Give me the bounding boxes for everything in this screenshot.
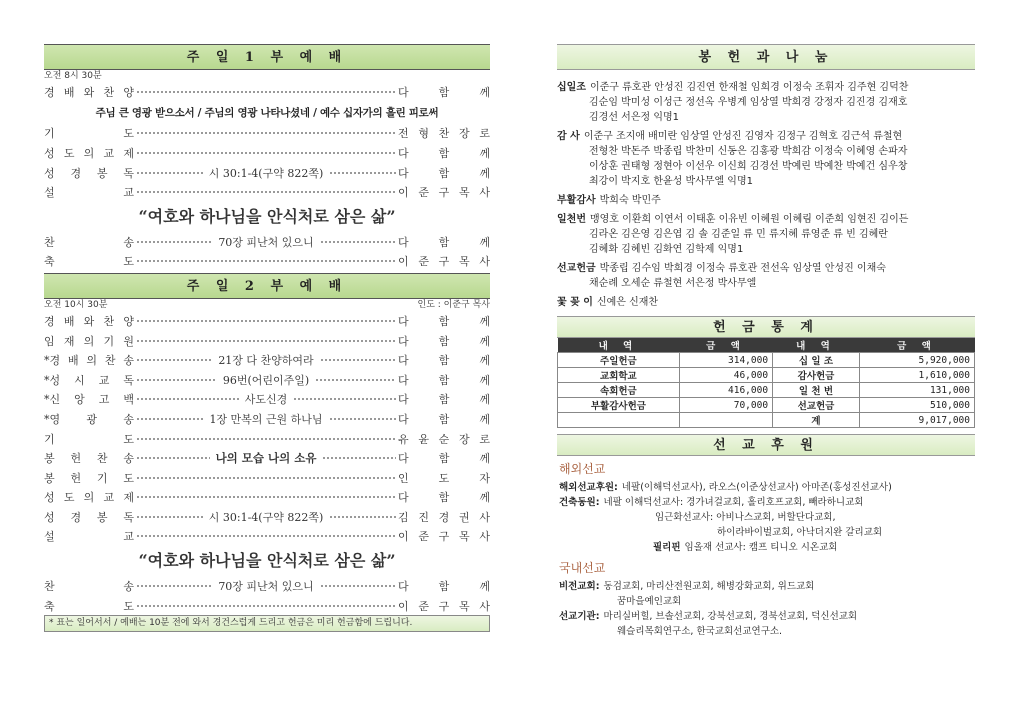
order-row <box>44 409 490 429</box>
ledger-amount: 314,000 <box>679 353 772 368</box>
leader-dots <box>136 148 396 158</box>
offering-category: 부활감사 <box>557 195 596 206</box>
mission-row <box>557 579 975 594</box>
ledger-item <box>558 413 680 428</box>
leader-dots <box>322 453 396 463</box>
order-person: 인 도 자 <box>398 471 490 485</box>
leader-dots <box>136 473 396 483</box>
ledger-row <box>558 383 975 398</box>
order-person: 다 함 께 <box>398 166 490 180</box>
offering-entry <box>557 193 975 208</box>
mission-header: 선 교 후 원 <box>557 434 975 456</box>
order-label: *신 앙 고 백 <box>44 393 134 407</box>
offering-names: 김라온 김은영 김은엽 김 솔 김준일 류 민 류지혜 류영준 류 빈 김혜란 <box>589 229 888 240</box>
leader-dots <box>293 394 396 404</box>
leader-dots <box>320 237 396 247</box>
leader-dots <box>136 434 396 444</box>
offering-entry <box>557 261 975 291</box>
order-row <box>44 311 490 331</box>
order-detail: 70장 피난처 있으니 <box>218 235 314 249</box>
order-row <box>44 232 490 252</box>
ledger-row <box>558 353 975 368</box>
ledger-item: 주일헌금 <box>558 353 680 368</box>
order-detail: 96번(어린이주일) <box>222 373 310 387</box>
mission-key: 선교기관: <box>559 611 600 622</box>
order-label: 경 배 와 찬 양 <box>44 85 134 99</box>
order-row <box>44 576 490 596</box>
order-label: 경 배 와 찬 양 <box>44 314 134 328</box>
order-person: 다 함 께 <box>398 412 490 426</box>
order-person: 유 윤 순 장 로 <box>398 432 490 446</box>
mission-row <box>557 510 975 525</box>
mission-value: 마리실버힐, 브솔선교회, 강북선교회, 경북선교회, 덕신선교회 <box>603 611 858 622</box>
mission-value: 웨슬리목회연구소, 한국교회선교연구소. <box>617 626 783 637</box>
order-label: 임 재 의 기 원 <box>44 334 134 348</box>
ledger-item: 교회학교 <box>558 368 680 383</box>
worship2-sermon-title: “여호와 하나님을 안식처로 삼은 삶” <box>138 551 396 571</box>
ledger-item: 속회헌금 <box>558 383 680 398</box>
offering-names: 최강이 박지호 한윤성 박사무엘 익명1 <box>589 176 753 187</box>
ledger-col-header: 내 역 <box>558 338 680 353</box>
order-row <box>44 370 490 390</box>
mission-value: 임올재 선교사: 캠프 티니오 시온교회 <box>684 542 838 553</box>
ledger-item: 십 일 조 <box>773 353 860 368</box>
ledger-amount: 46,000 <box>679 368 772 383</box>
worship1-sermon-title: “여호와 하나님을 안식처로 삼은 삶” <box>138 206 396 226</box>
order-row <box>44 596 490 616</box>
ledger-row <box>558 398 975 413</box>
order-row <box>44 182 490 202</box>
mission-row <box>557 495 975 510</box>
ledger-item: 계 <box>773 413 860 428</box>
offering-names: 박희숙 박민주 <box>599 195 661 206</box>
order-label: 축 도 <box>44 255 134 269</box>
leader-dots <box>329 168 396 178</box>
leader-dots <box>136 512 203 522</box>
leader-dots <box>136 492 396 502</box>
order-person: 다 함 께 <box>398 314 490 328</box>
mission-value: 동검교회, 마리산전원교회, 해병강화교회, 위드교회 <box>603 581 815 592</box>
order-label: 기 도 <box>44 127 134 141</box>
ledger-col-header: 내 역 <box>773 338 860 353</box>
mission-value: 임근화선교사: 아비나스교회, 버할단다교회, <box>655 512 836 523</box>
order-person: 다 함 께 <box>398 85 490 99</box>
leader-dots <box>136 355 212 365</box>
mission-row <box>557 609 975 624</box>
offering-category: 감 사 <box>557 131 580 142</box>
ledger-amount <box>679 413 772 428</box>
order-label: 찬 송 <box>44 580 134 594</box>
mission-value: 네팔(이해덕선교사), 라오스(이준상선교사) 아마존(홍성진선교사) <box>621 482 892 493</box>
leader-dots <box>136 256 396 266</box>
order-detail: 1장 만복의 근원 하나님 <box>209 412 323 426</box>
offering-names: 이상훈 권태형 정현아 이선우 이신희 김경선 박예린 박예찬 박예건 심우창 <box>589 161 908 172</box>
offering-entry <box>557 212 975 257</box>
mission-row <box>557 540 975 555</box>
ledger-amount: 9,017,000 <box>859 413 974 428</box>
offering-table <box>557 338 975 428</box>
leader-dots <box>136 187 396 197</box>
ledger-amount: 416,000 <box>679 383 772 398</box>
ledger-item: 부활감사헌금 <box>558 398 680 413</box>
offering-names: 맹영호 이환희 이연서 이태훈 이유빈 이혜원 이혜림 이준희 임현진 김이든 <box>589 214 909 225</box>
ledger-amount: 70,000 <box>679 398 772 413</box>
offering-names: 채순례 오세순 류철현 서은정 박사무엘 <box>589 278 757 289</box>
worship1-motto: 주님 큰 영광 받으소서 / 주님의 영광 나타나셨네 / 예수 십자가의 흘린 피로써 <box>95 106 439 119</box>
ledger-amount: 510,000 <box>859 398 974 413</box>
leader-dots <box>136 336 396 346</box>
order-label: 봉 헌 찬 송 <box>44 452 134 466</box>
leader-dots <box>136 316 396 326</box>
order-row <box>44 163 490 183</box>
order-row <box>44 527 490 547</box>
order-detail: 사도신경 <box>244 393 288 407</box>
order-person: 다 함 께 <box>398 146 490 160</box>
ledger-item: 감사헌금 <box>773 368 860 383</box>
mission-key: 비전교회: <box>559 581 600 592</box>
offering-category: 십일조 <box>557 82 586 93</box>
leader-dots <box>136 581 212 591</box>
order-person: 김 진 경 권 사 <box>398 510 490 524</box>
order-label: 성 도 의 교 제 <box>44 491 134 505</box>
mission-row <box>557 525 975 540</box>
offering-header: 봉 헌 과 나 눔 <box>557 44 975 70</box>
offering-entry <box>557 129 975 189</box>
ledger-amount: 1,610,000 <box>859 368 974 383</box>
mission-value: 하이라바이벌교회, 아낙더지완 갈리교회 <box>717 527 883 538</box>
order-label: 설 교 <box>44 186 134 200</box>
order-label: 찬 송 <box>44 235 134 249</box>
worship1-time: 오전 8시 30분 <box>44 71 102 81</box>
order-label: *성 시 교 독 <box>44 373 134 387</box>
order-label: 기 도 <box>44 432 134 446</box>
ledger-col-header: 금 액 <box>859 338 974 353</box>
worship2-time: 오전 10시 30분 <box>44 300 108 311</box>
mission-key: 건축동원: <box>559 497 600 508</box>
leader-dots <box>136 601 396 611</box>
ledger-row <box>558 368 975 383</box>
order-person: 이 준 구 목 사 <box>398 255 490 269</box>
order-row <box>44 488 490 508</box>
offering-names: 김경선 서은정 익명1 <box>589 112 679 123</box>
order-person: 다 함 께 <box>398 354 490 368</box>
footnote: * 표는 일어서서 / 예배는 10분 전에 와서 경건스럽게 드리고 헌금은 미리 헌금함에 드립니다. <box>44 615 490 632</box>
worship2-meta <box>44 299 490 311</box>
leader-dots <box>136 237 212 247</box>
order-label: 봉 헌 기 도 <box>44 471 134 485</box>
order-row <box>44 252 490 272</box>
ledger-item: 선교헌금 <box>773 398 860 413</box>
leader-dots <box>136 414 203 424</box>
ledger-header: 헌 금 통 계 <box>557 316 975 338</box>
order-label: 성 도 의 교 제 <box>44 146 134 160</box>
left-column <box>44 44 490 632</box>
order-person: 다 함 께 <box>398 334 490 348</box>
order-person: 전 형 찬 장 로 <box>398 127 490 141</box>
leader-dots <box>320 355 396 365</box>
leader-dots <box>329 414 396 424</box>
order-detail: 시 30:1-4(구약 822쪽) <box>208 510 324 524</box>
leader-dots <box>136 375 217 385</box>
order-person: 이 준 구 목 사 <box>398 530 490 544</box>
order-label: 성 경 봉 독 <box>44 510 134 524</box>
ledger-amount: 5,920,000 <box>859 353 974 368</box>
ledger-col-header: 금 액 <box>679 338 772 353</box>
mission-value: 꿈마을예인교회 <box>617 596 682 607</box>
order-label: 설 교 <box>44 530 134 544</box>
leader-dots <box>320 581 396 591</box>
offering-names: 신예은 신재찬 <box>596 297 659 308</box>
order-row <box>44 143 490 163</box>
order-person: 다 함 께 <box>398 373 490 387</box>
offering-category: 선교헌금 <box>557 263 596 274</box>
order-label: *경 배 의 찬 송 <box>44 354 134 368</box>
mission-row <box>557 594 975 609</box>
order-row <box>44 331 490 351</box>
order-row <box>44 124 490 144</box>
leader-dots <box>136 168 203 178</box>
order-row <box>44 350 490 370</box>
order-person: 다 함 께 <box>398 393 490 407</box>
order-person: 다 함 께 <box>398 580 490 594</box>
leader-dots <box>329 512 396 522</box>
leader-dots <box>136 128 396 138</box>
offering-names: 이준구 류호관 안성진 김진연 한재철 임희경 이정숙 조휘자 김주현 김덕찬 <box>589 82 909 93</box>
offering-entry <box>557 295 975 310</box>
order-detail: 시 30:1-4(구약 822쪽) <box>208 166 324 180</box>
order-row <box>44 390 490 410</box>
order-person: 다 함 께 <box>398 452 490 466</box>
ledger-amount: 131,000 <box>859 383 974 398</box>
order-row <box>44 468 490 488</box>
mission-row <box>557 480 975 495</box>
mission-key: 해외선교후원: <box>559 482 618 493</box>
ledger-item: 일 천 번 <box>773 383 860 398</box>
mission-key: 필리핀 <box>653 542 681 553</box>
offering-category: 일천번 <box>557 214 586 225</box>
order-label: 축 도 <box>44 599 134 613</box>
leader-dots <box>136 531 396 541</box>
leader-dots <box>136 394 239 404</box>
order-person: 이 준 구 목 사 <box>398 599 490 613</box>
right-column <box>557 44 975 639</box>
order-detail: 나의 모습 나의 소유 <box>215 451 317 466</box>
offering-names: 이준구 조지애 배미란 임상열 안성진 김영자 김정구 김혁호 김근석 류철현 <box>583 131 903 142</box>
worship2-leader: 인도 : 이준구 목사 <box>417 300 490 311</box>
ledger-row <box>558 413 975 428</box>
offering-category: 꽃 꽂 이 <box>557 297 593 308</box>
order-person: 이 준 구 목 사 <box>398 186 490 200</box>
order-person: 다 함 께 <box>398 491 490 505</box>
leader-dots <box>136 87 396 97</box>
worship1-header: 주 일 1 부 예 배 <box>44 44 490 70</box>
order-row <box>44 82 490 102</box>
order-row <box>44 429 490 449</box>
order-row <box>44 448 490 468</box>
worship2-header: 주 일 2 부 예 배 <box>44 273 490 299</box>
offering-names: 전형찬 박돈주 박종립 박찬미 신동은 김홍광 박희감 이정숙 이혜영 손파자 <box>589 146 908 157</box>
mission-value: 네팔 이해덕선교사: 경가녀걸교회, 홀리호프교회, 빼라하니교회 <box>603 497 864 508</box>
order-detail: 70장 피난처 있으니 <box>218 580 314 594</box>
order-label: 성 경 봉 독 <box>44 166 134 180</box>
order-person: 다 함 께 <box>398 235 490 249</box>
order-label: *영 광 송 <box>44 412 134 426</box>
overseas-label: 해외선교 <box>559 462 606 476</box>
offering-names: 김순임 박미성 이성근 정선옥 우병계 임상열 박희경 강정자 김진경 김재호 <box>589 97 908 108</box>
offering-names: 박종립 김수임 박희경 이정숙 류호관 전선옥 임상열 안성진 이채숙 <box>599 263 886 274</box>
offering-names: 김혜화 김혜빈 김화연 김학제 익명1 <box>589 244 744 255</box>
offering-entry <box>557 80 975 125</box>
leader-dots <box>136 453 210 463</box>
domestic-label: 국내선교 <box>559 561 606 575</box>
leader-dots <box>315 375 396 385</box>
order-row <box>44 507 490 527</box>
order-detail: 21장 다 찬양하여라 <box>218 354 314 368</box>
mission-row <box>557 624 975 639</box>
